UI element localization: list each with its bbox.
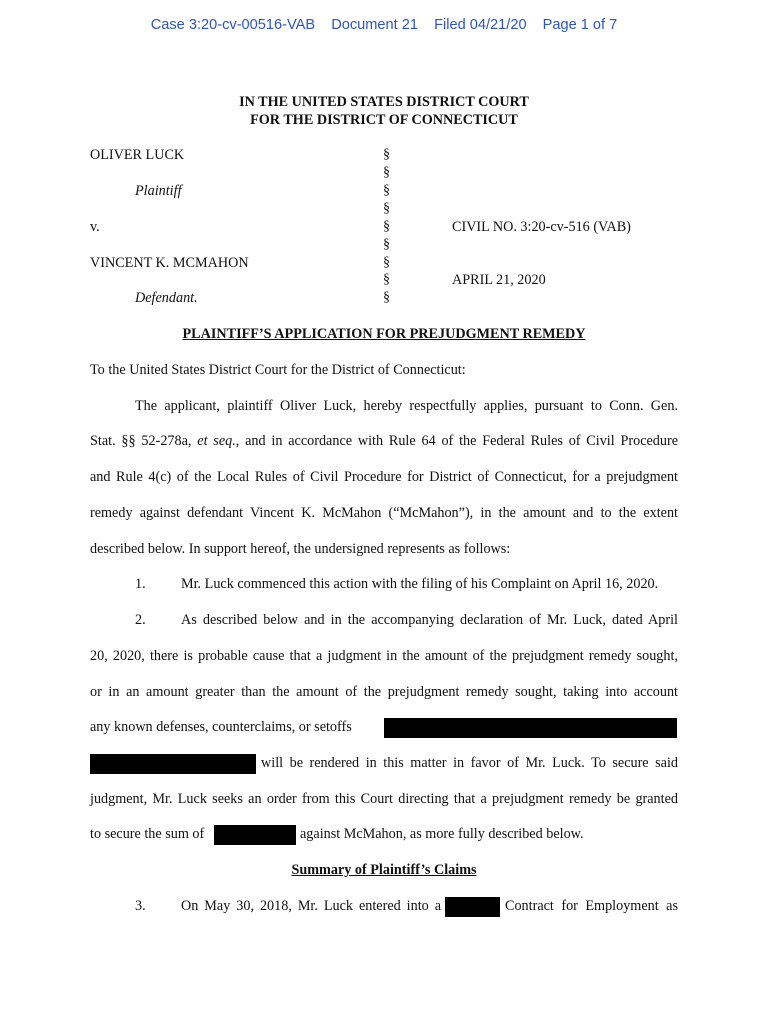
intro-line-5: described below. In support hereof, the undersigned represents as follows:: [90, 541, 511, 557]
para-2-line-5: will be rendered in this matter in favor of Mr. Luck. To secure said: [261, 755, 678, 771]
page-indicator: Page 1 of 7: [542, 17, 618, 33]
plaintiff-name: OLIVER LUCK: [90, 147, 185, 163]
document-title: PLAINTIFF’S APPLICATION FOR PREJUDGMENT REMEDY: [182, 326, 586, 342]
section-mark: §: [383, 290, 390, 305]
para-3-line-1b: Contract for Employment as: [505, 898, 678, 914]
summary-heading: Summary of Plaintiff’s Claims: [291, 862, 477, 878]
section-mark: §: [383, 183, 390, 198]
para-2-line-4: any known defenses, counterclaims, or setoffs: [90, 719, 352, 735]
salutation: To the United States District Court for the District of Connecticut:: [90, 362, 466, 378]
intro-line-4: remedy against defendant Vincent K. McMahon (“McMahon”), in the amount and to the extent: [90, 505, 678, 521]
section-mark: §: [383, 255, 390, 270]
para-2-line-7a: to secure the sum of: [90, 826, 205, 842]
case-number: Case 3:20-cv-00516-VAB: [150, 17, 316, 33]
para-2-number: 2.: [135, 612, 146, 628]
section-mark: §: [383, 237, 390, 252]
intro-line-3: and Rule 4(c) of the Local Rules of Civil Procedure for District of Connecticut, for a prejudgment: [90, 469, 678, 485]
defendant-name: VINCENT K. MCMAHON: [90, 255, 249, 271]
section-mark: §: [383, 201, 390, 216]
court-title-line2: FOR THE DISTRICT OF CONNECTICUT: [250, 112, 518, 128]
filed-date: Filed 04/21/20: [434, 17, 527, 33]
section-mark: §: [383, 272, 390, 287]
redaction-block: [445, 897, 500, 917]
para-2-line-7b: against McMahon, as more fully described below.: [300, 826, 584, 842]
civil-number: CIVIL NO. 3:20-cv-516 (VAB): [452, 219, 631, 235]
section-mark: §: [383, 219, 390, 234]
para-2-line-3: or in an amount greater than the amount of the prejudgment remedy sought, taking into account: [90, 684, 678, 700]
para-1-number: 1.: [135, 576, 146, 592]
intro-line-2: Stat. §§ 52-278a, et seq., and in accordance with Rule 64 of the Federal Rules of Civil Procedure: [90, 433, 679, 449]
redaction-block: [214, 825, 296, 845]
court-title-line1: IN THE UNITED STATES DISTRICT COURT: [239, 94, 529, 110]
document-number: Document 21: [331, 17, 418, 33]
para-2-line-1: As described below and in the accompanying declaration of Mr. Luck, dated April: [181, 612, 678, 628]
section-mark: §: [383, 165, 390, 180]
section-mark: §: [383, 147, 390, 162]
defendant-role: Defendant.: [135, 290, 198, 306]
para-3-line-1a: On May 30, 2018, Mr. Luck entered into a: [181, 898, 441, 914]
intro-line-1: The applicant, plaintiff Oliver Luck, hereby respectfully applies, pursuant to Conn. Gen.: [135, 398, 678, 414]
para-2-line-6: judgment, Mr. Luck seeks an order from this Court directing that a prejudgment remedy be granted: [90, 791, 678, 807]
case-header: [0, 17, 768, 33]
para-1-text: Mr. Luck commenced this action with the filing of his Complaint on April 16, 2020.: [181, 576, 659, 592]
redaction-block: [90, 754, 256, 774]
filing-date: APRIL 21, 2020: [452, 272, 546, 288]
redaction-block: [384, 718, 677, 738]
versus: v.: [90, 219, 100, 235]
para-3-number: 3.: [135, 898, 146, 914]
para-2-line-2: 20, 2020, there is probable cause that a judgment in the amount of the prejudgment remedy sought,: [90, 648, 678, 664]
plaintiff-role: Plaintiff: [135, 183, 182, 199]
